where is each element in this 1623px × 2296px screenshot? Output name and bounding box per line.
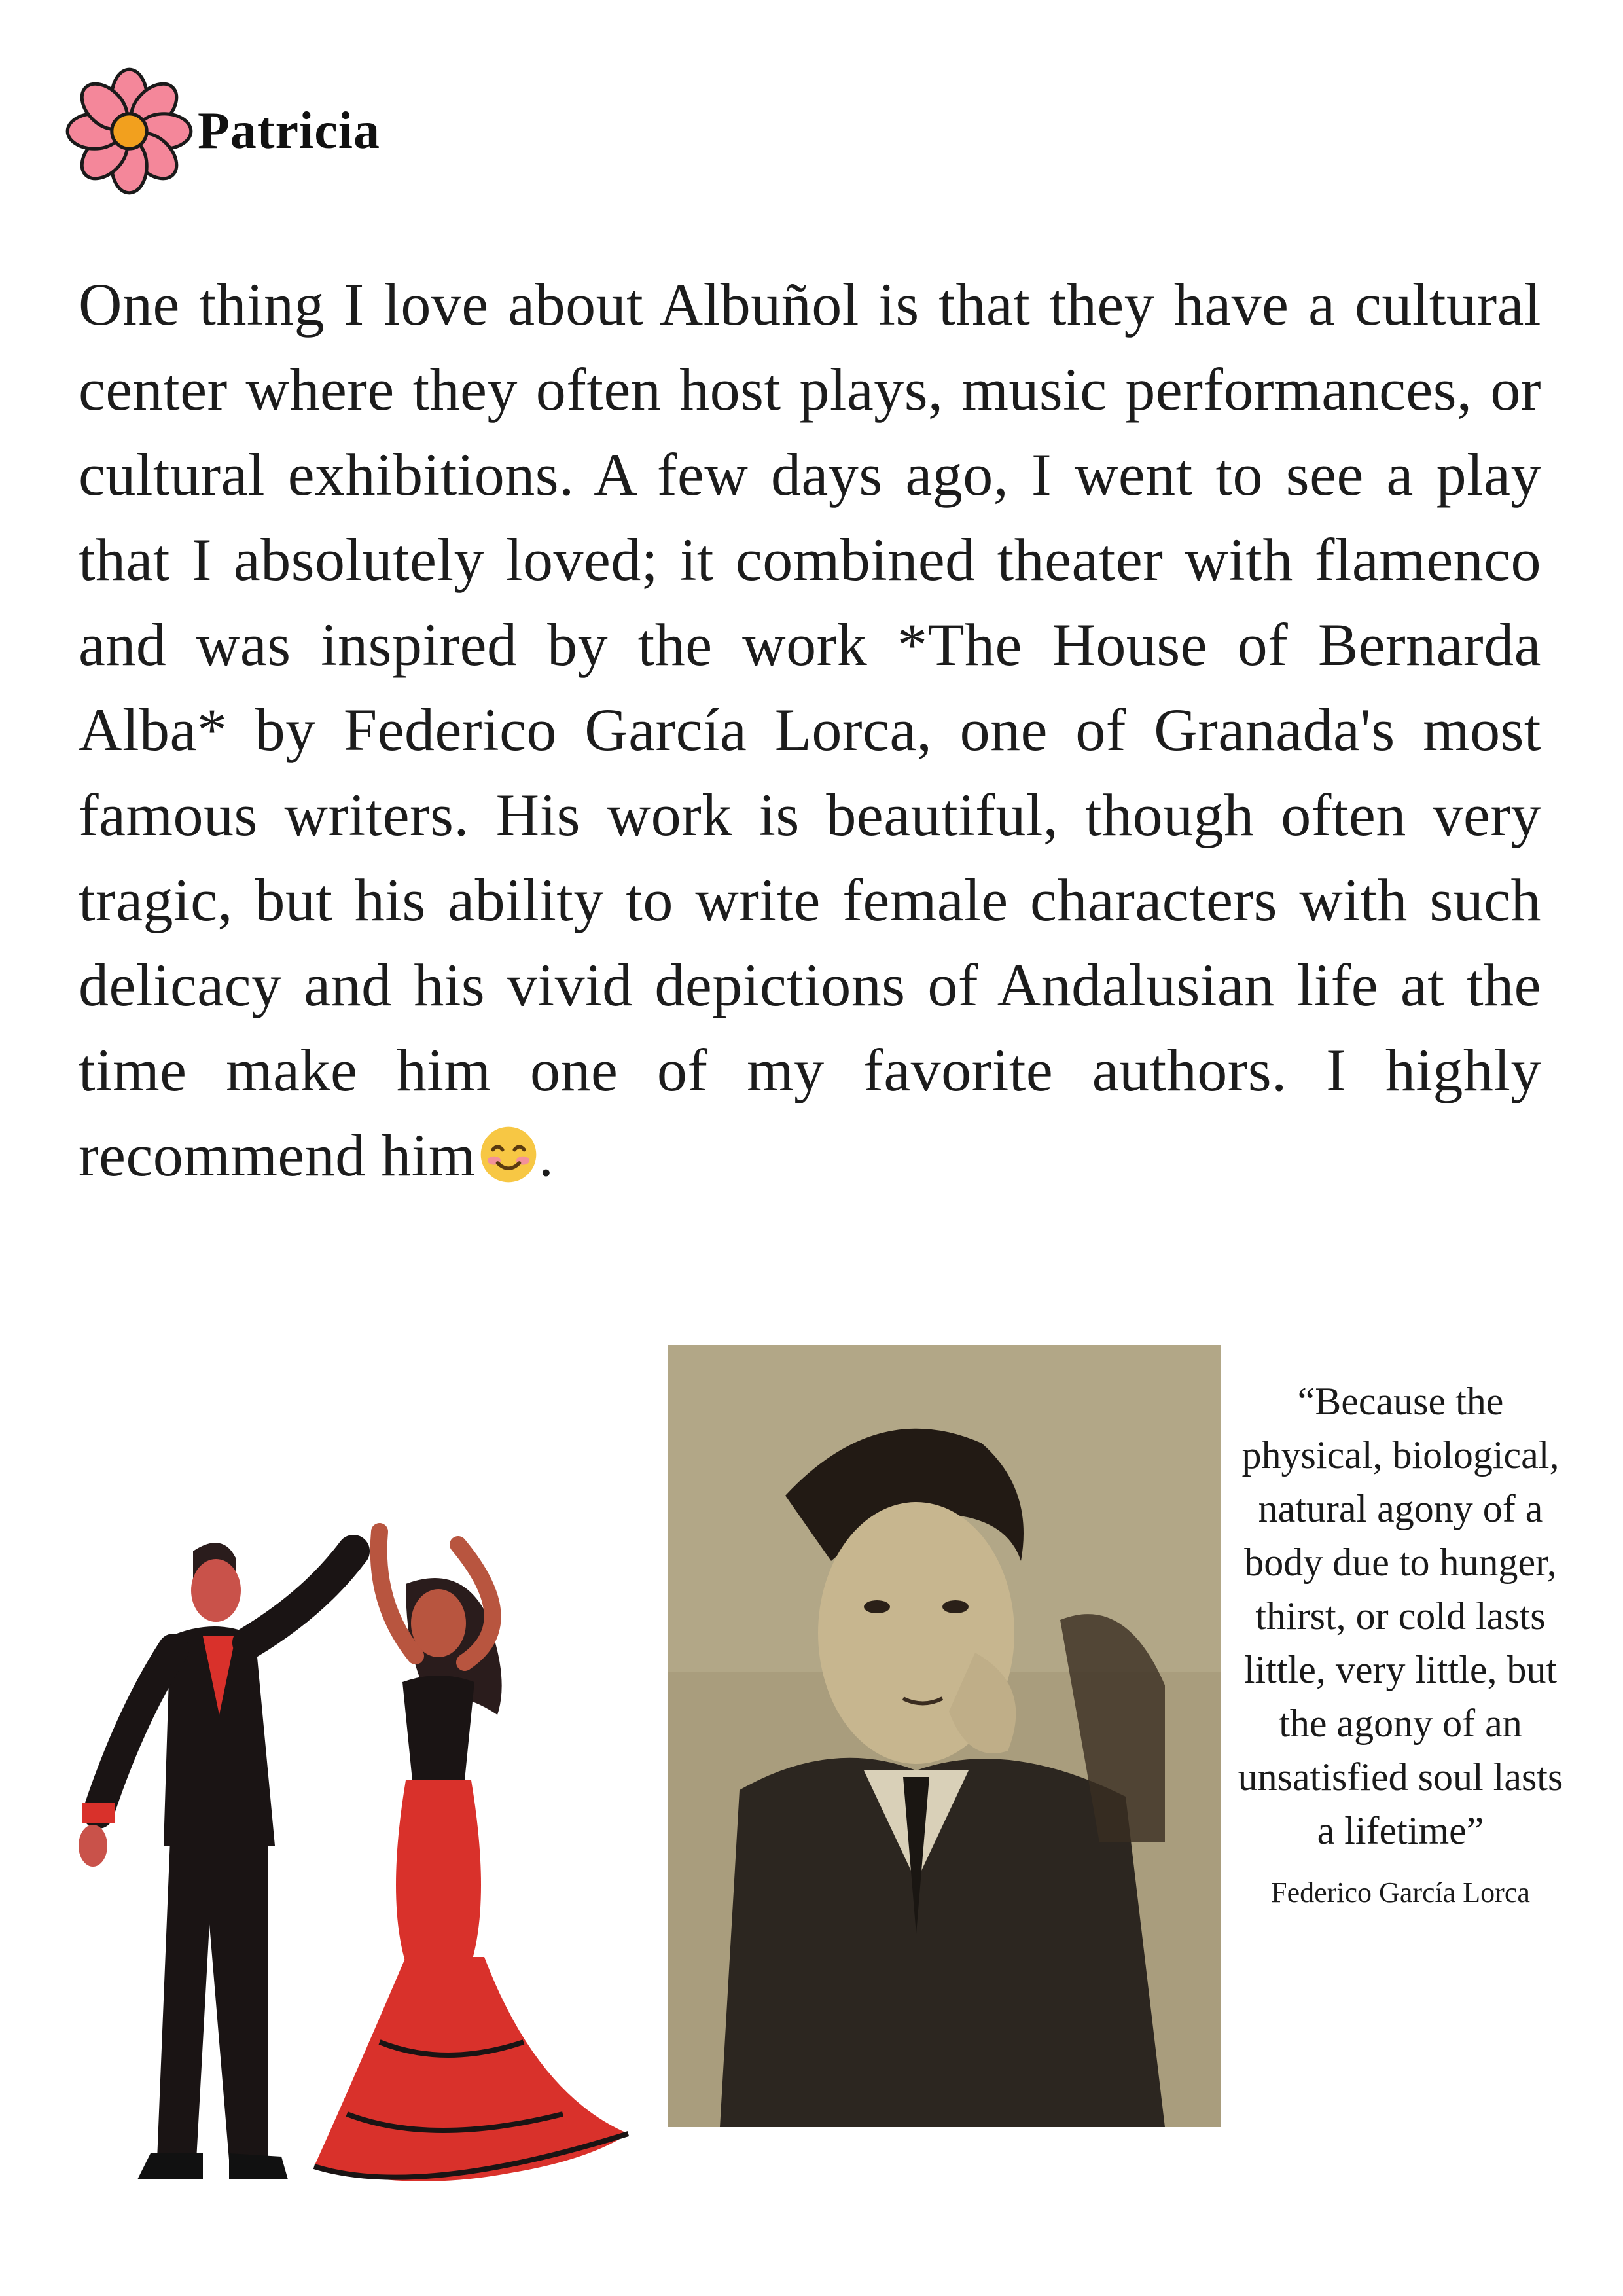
author-name: Patricia [198, 101, 380, 160]
author-header [62, 62, 380, 200]
flower-icon [62, 64, 196, 198]
trailing-period: . [538, 1122, 554, 1189]
quote-block [1227, 1374, 1574, 1909]
female-dancer [314, 1532, 628, 2181]
quote-text: “Because the physical, biological, natural agony of a body due to hunger, thirst, or cold lasts little, very little, but the agony of an unsatisfied soul lasts a lifetime” [1238, 1380, 1563, 1852]
lorca-portrait-photo [668, 1345, 1221, 2127]
flamenco-dancers-illustration [39, 1505, 661, 2238]
male-dancer [79, 1543, 353, 2179]
quote-author: Federico García Lorca [1271, 1876, 1530, 1909]
smiling-face-icon [478, 1124, 539, 1185]
article-text: One thing I love about Albuñol is that they have a cultural center where they often host plays, music performances, or cultural exhibitions. A few days ago, I went to see a play that I absolutely loved; it combined theater with flamenco and was inspired by the work *The House of Bernarda Alba* by Federico García Lorca, one of Granada's most famous writers. His work is beautiful, though often very tragic, but his ability to write female characters with such delicacy and his vivid depictions of Andalusian life at the time make him one of my favorite authors. I highly recommend him [79, 271, 1541, 1189]
article-paragraph [79, 262, 1541, 1198]
